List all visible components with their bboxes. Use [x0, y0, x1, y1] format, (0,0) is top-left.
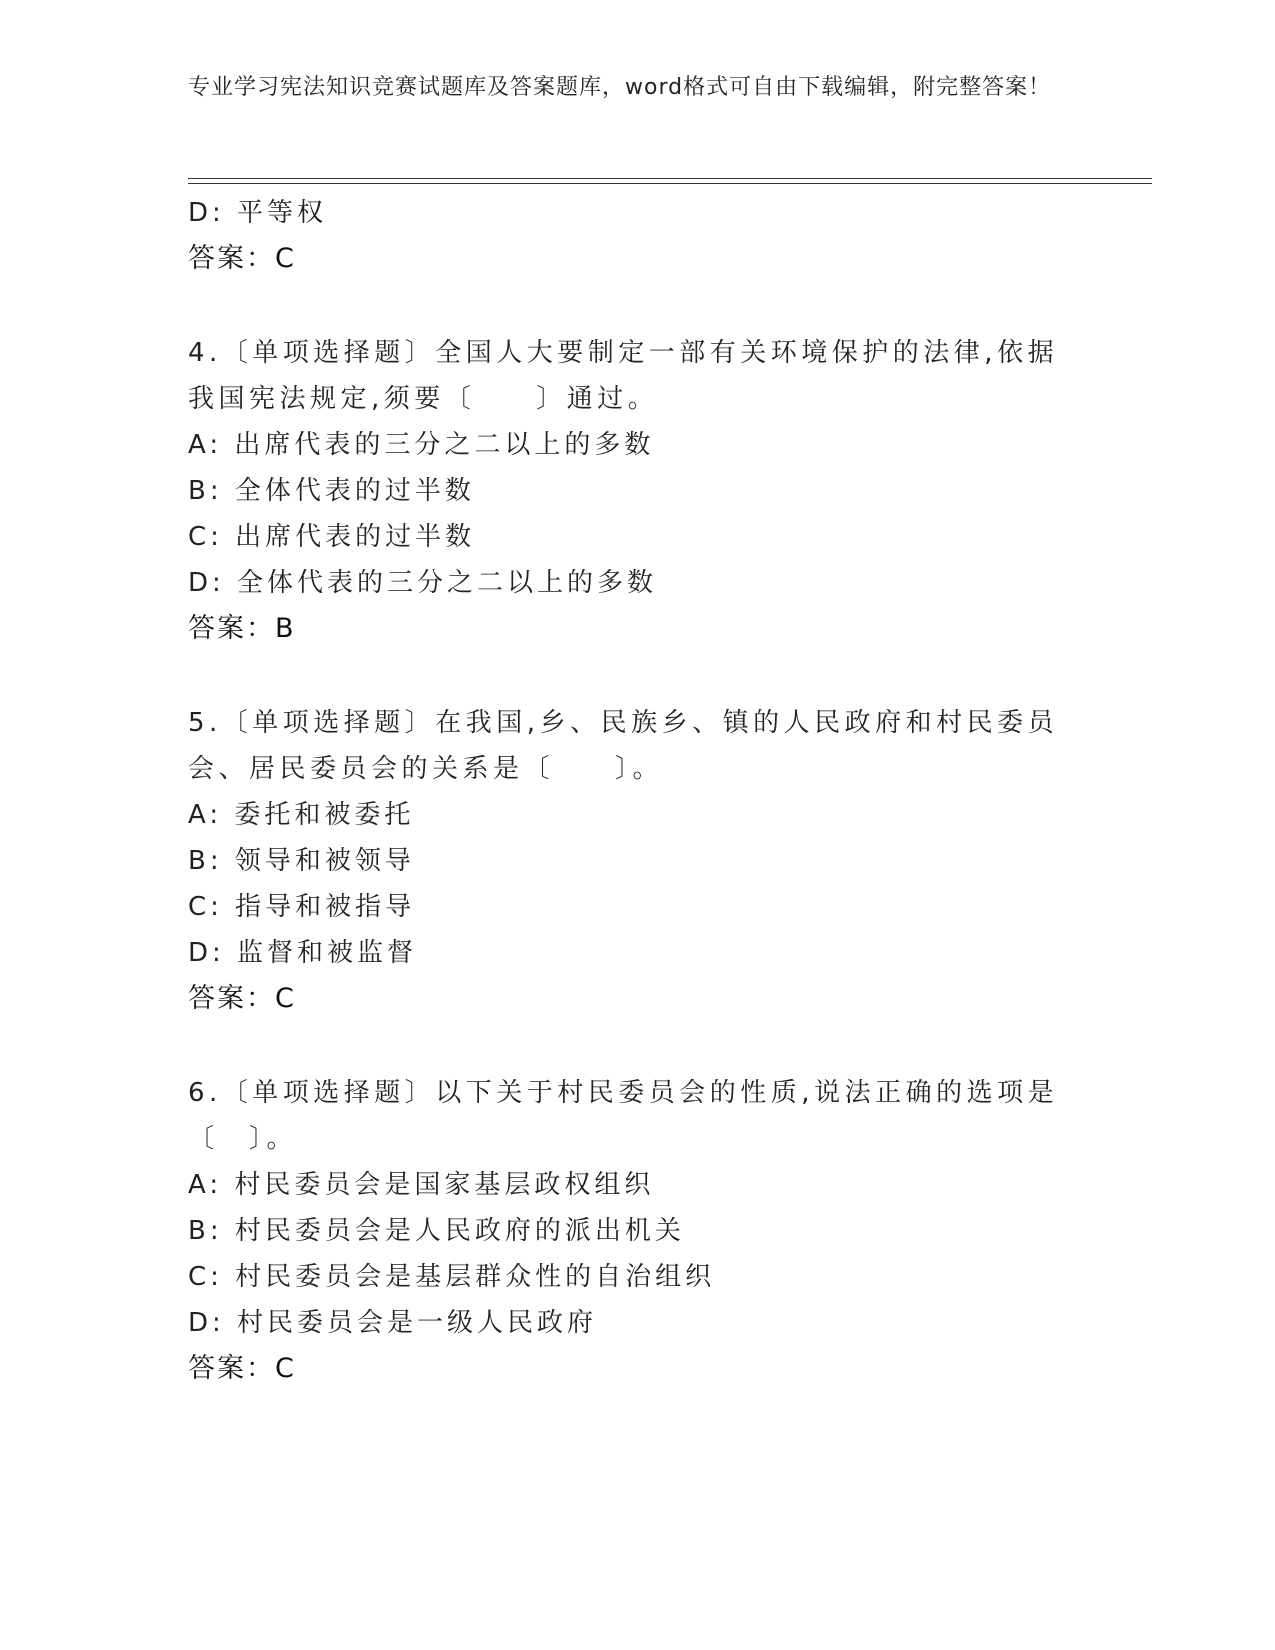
option-a: A: 村民委员会是国家基层政权组织 — [188, 1170, 655, 1200]
spacer — [188, 282, 1088, 330]
header-divider-bottom — [188, 183, 1152, 184]
question-text: 6.〔单项选择题〕以下关于村民委员会的性质,说法正确的选项是〔 〕。 — [188, 1078, 1059, 1154]
option-b: B: 村民委员会是人民政府的派出机关 — [188, 1216, 685, 1246]
spacer — [188, 652, 1088, 700]
option-b: B: 全体代表的过半数 — [188, 476, 475, 506]
question-text: 5.〔单项选择题〕在我国,乡、民族乡、镇的人民政府和村民委员会、居民委员会的关系是〔 〕。 — [188, 708, 1059, 784]
option-c: C: 出席代表的过半数 — [188, 522, 476, 552]
option-a: A: 出席代表的三分之二以上的多数 — [188, 430, 655, 460]
option-d: D: 村民委员会是一级人民政府 — [188, 1308, 598, 1338]
document-body — [188, 190, 1088, 1392]
option-b: B: 领导和被领导 — [188, 846, 415, 876]
spacer — [188, 1022, 1088, 1070]
question-text: 4.〔单项选择题〕全国人大要制定一部有关环境保护的法律,依据我国宪法规定,须要〔 〕通过。 — [188, 338, 1059, 414]
option-c: C: 指导和被指导 — [188, 892, 416, 922]
option-d: D: 监督和被监督 — [188, 938, 418, 968]
header-divider-top — [188, 178, 1152, 179]
answer: 答案：C — [188, 243, 296, 274]
answer: 答案：B — [188, 613, 296, 644]
page-header: 专业学习宪法知识竞赛试题库及答案题库，word格式可自由下载编辑，附完整答案！ — [188, 75, 1052, 100]
option-d: D: 全体代表的三分之二以上的多数 — [188, 568, 658, 598]
option-d: D: 平等权 — [188, 198, 328, 228]
option-a: A: 委托和被委托 — [188, 800, 415, 830]
answer: 答案：C — [188, 983, 296, 1014]
option-c: C: 村民委员会是基层群众性的自治组织 — [188, 1262, 716, 1292]
answer: 答案：C — [188, 1353, 296, 1384]
